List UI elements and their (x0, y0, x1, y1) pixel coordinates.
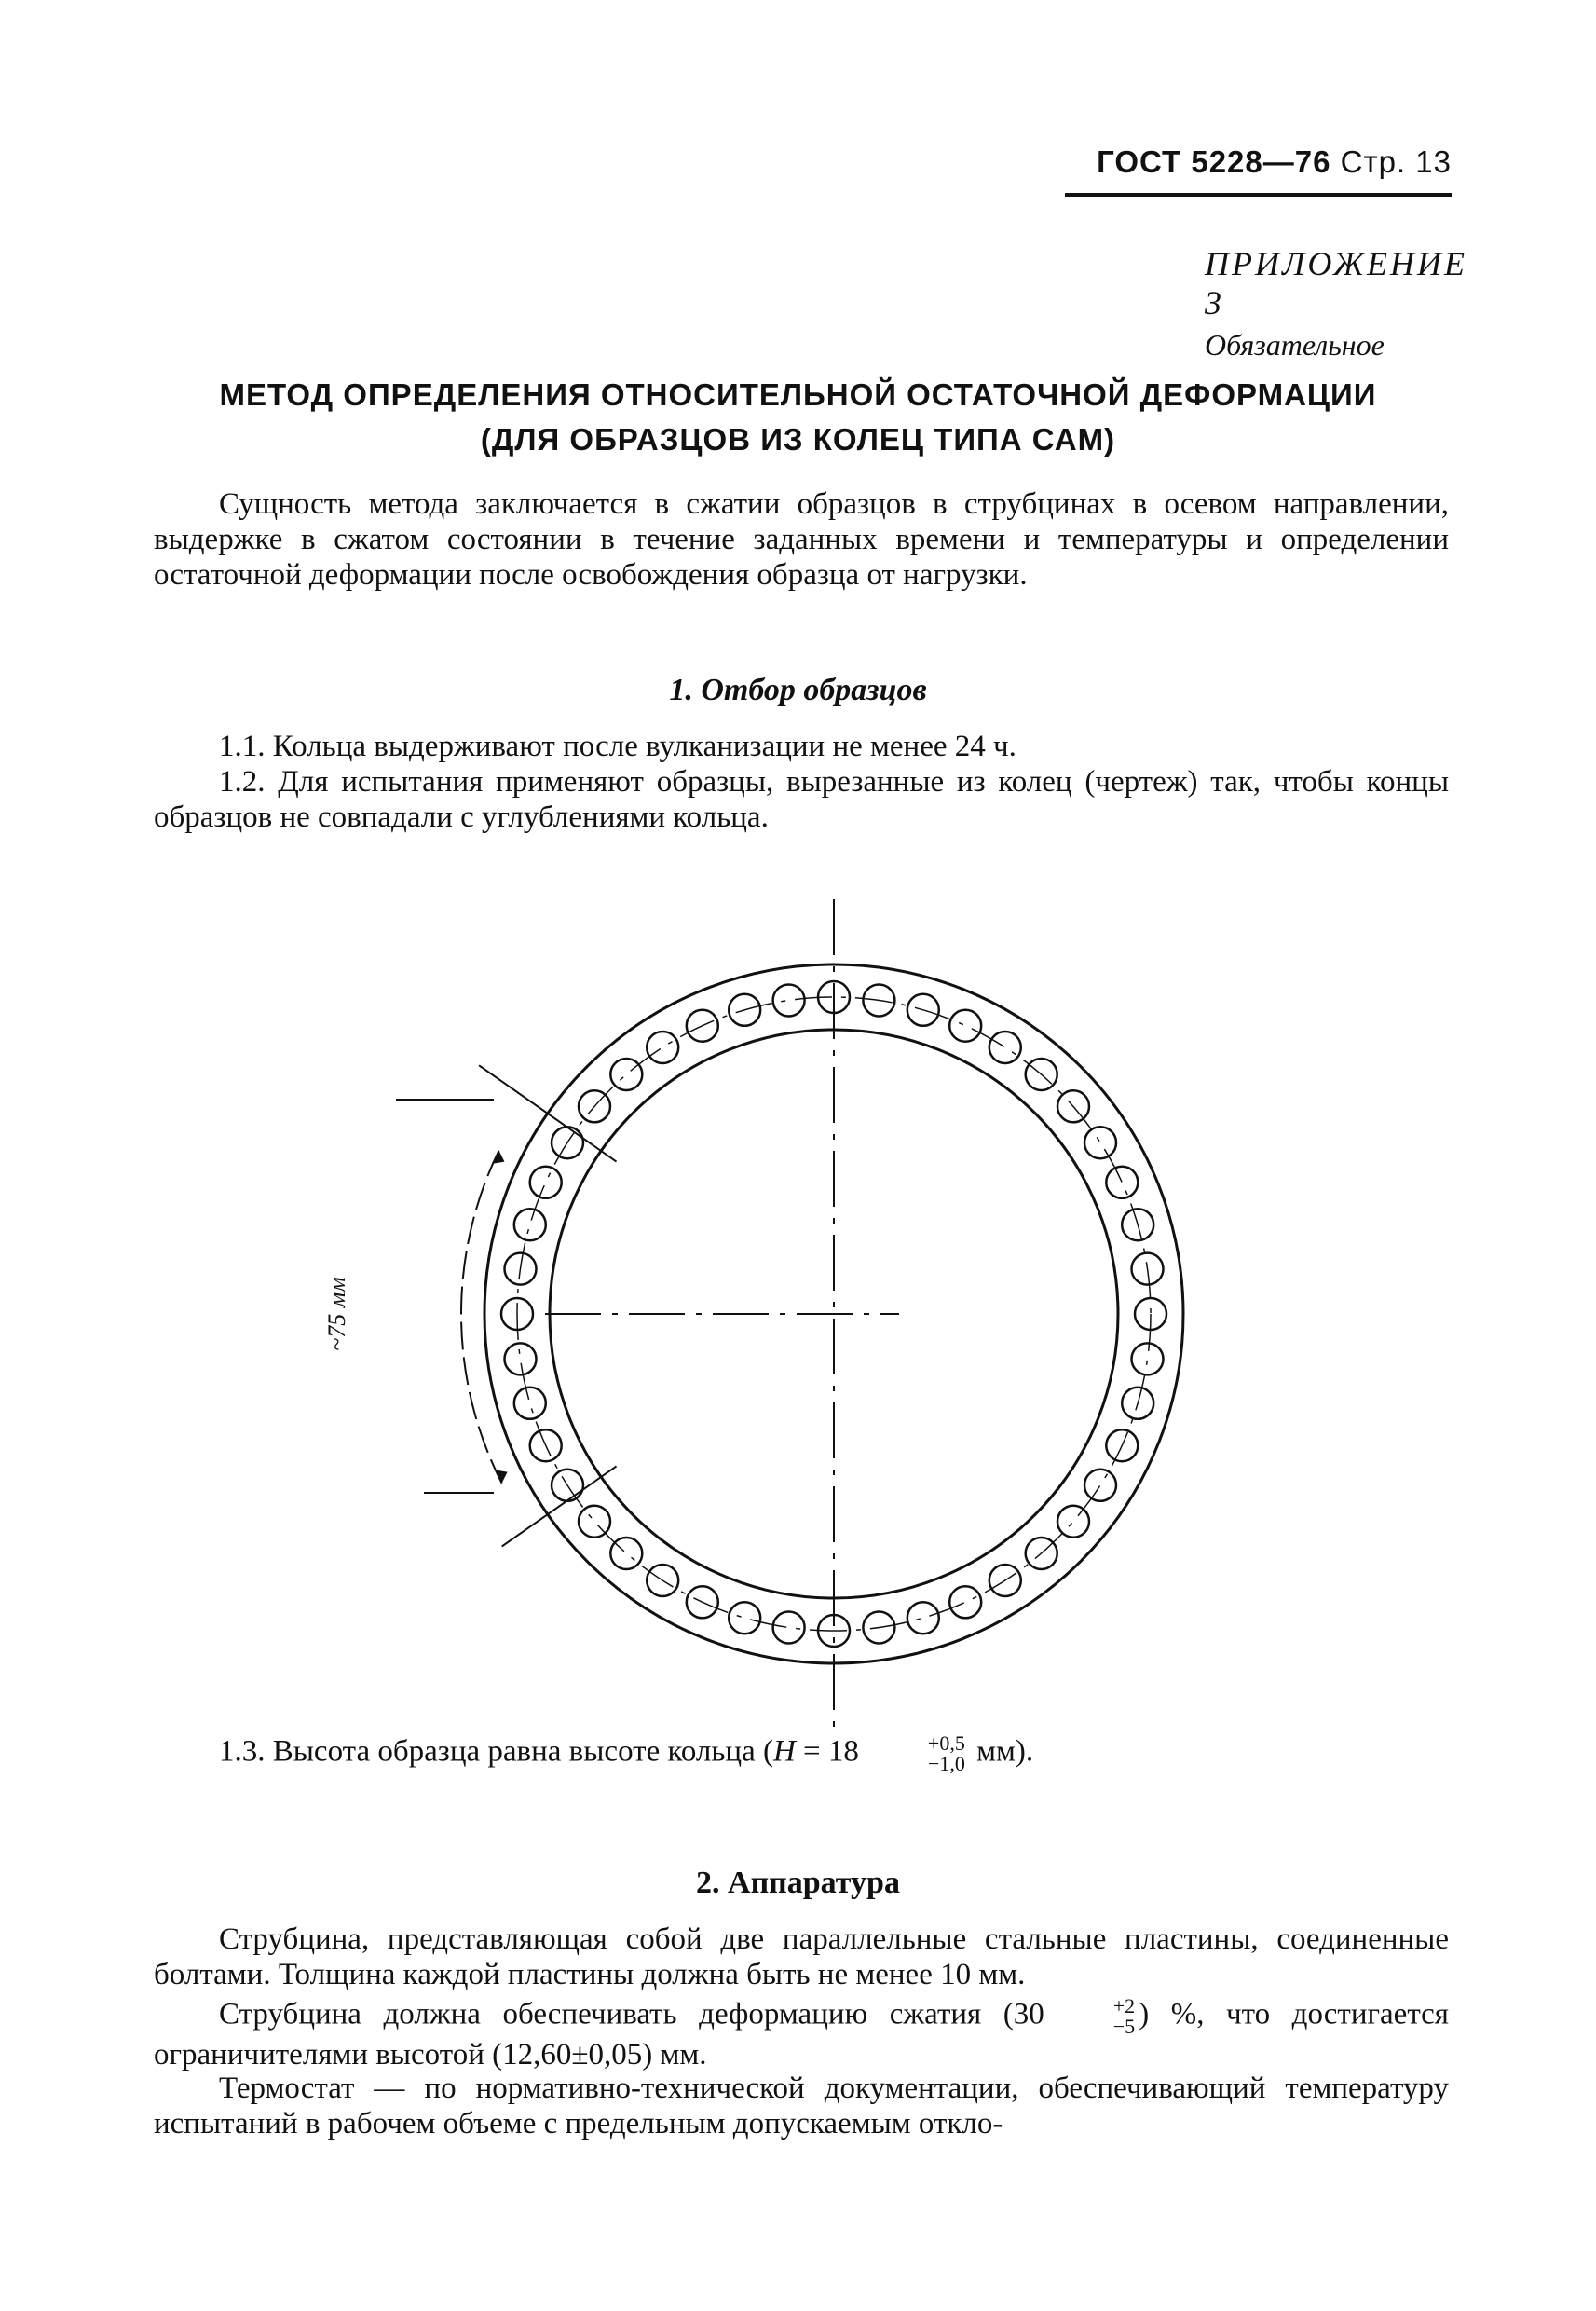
ring-hole (514, 1388, 546, 1419)
ring-hole (1084, 1470, 1116, 1501)
ring-hole (773, 985, 805, 1017)
p22-text-b: ) %, что достигается ограничителями высотой (12,60±0,05) мм. (154, 1997, 1449, 2072)
ring-diagram (323, 923, 1230, 1705)
method-heading (149, 373, 1447, 462)
ring-hole (907, 1602, 939, 1634)
ring-hole (610, 1059, 642, 1090)
p13-eq: = 18 (795, 1734, 859, 1769)
appendix-title: ПРИЛОЖЕНИЕ 3 (1205, 245, 1467, 321)
heading-line-2: (ДЛЯ ОБРАЗЦОВ ИЗ КОЛЕЦ ТИПА САМ) (480, 422, 1116, 457)
ring-hole (1057, 1506, 1089, 1538)
p13-tol-upper: +0,5 (927, 1731, 965, 1755)
ring-drawing (323, 923, 1230, 1710)
p13-var: H (772, 1734, 796, 1769)
ring-hole (505, 1343, 537, 1374)
section-1-title: 1. Отбор образцов (669, 673, 927, 707)
ring-hole (773, 1612, 805, 1644)
p13-text: 1.3. Высота образца равна высоте кольца ( (219, 1734, 773, 1769)
dimension-arc (461, 1151, 502, 1484)
paragraph-2-3: Термостат — по нормативно-технической документации, обеспечивающий температуру испытаний в рабочем объеме с предельным допускаемым откло- (154, 2072, 1449, 2140)
ring-hole (949, 1010, 981, 1042)
p22-tol-upper: +2 (1112, 1994, 1136, 2017)
paragraph-2-2 (154, 1996, 1449, 2072)
p13-tol-lower: −1,0 (927, 1752, 965, 1775)
paragraph-1-1: 1.1. Кольца выдерживают после вулканизации не менее 24 ч. (219, 730, 1016, 763)
appendix-subtitle: Обязательное (1205, 328, 1385, 362)
standard-number: ГОСТ 5228—76 (1097, 144, 1331, 179)
ring-hole (949, 1586, 981, 1618)
ring-hole (1084, 1127, 1116, 1158)
ring-hole (530, 1167, 562, 1198)
page-number: Стр. 13 (1340, 144, 1452, 179)
p13-unit: мм). (968, 1734, 1034, 1769)
appendix-label (1205, 244, 1467, 362)
dimension-label: ~75 мм (323, 1277, 350, 1351)
section-2-title: 2. Аппаратура (696, 1866, 900, 1900)
paragraph-2-1: Струбцина, представляющая собой две параллельные стальные пластины, соединенные болтами. Толщина каждой пластины должна быть не менее 10 мм. (154, 1922, 1449, 1991)
ring-hole (514, 1209, 546, 1240)
intro-paragraph: Сущность метода заключается в сжатии образцов в струбцинах в осевом направлении, выдержке в сжатом состоянии в течение заданных времени и температуры и определении остаточной деформации после освобождения образца от нагрузки. (154, 487, 1449, 592)
heading-line-1: МЕТОД ОПРЕДЕЛЕНИЯ ОТНОСИТЕЛЬНОЙ ОСТАТОЧНОЙ ДЕФОРМАЦИИ (219, 377, 1377, 412)
p22-tolerance (1048, 1996, 1135, 2037)
p22-tol-lower: −5 (1112, 2015, 1136, 2038)
p13-tolerance (863, 1733, 965, 1774)
paragraph-1-2: 1.2. Для испытания применяют образцы, вырезанные из колец (чертеж) так, чтобы концы образцов не совпадали с углублениями кольца. (154, 765, 1449, 834)
ring-hole (729, 1602, 760, 1634)
paragraph-1-3 (154, 1733, 1449, 1774)
ring-hole (1132, 1343, 1164, 1374)
ring-hole (647, 1032, 678, 1063)
p22-text-a: Струбцина должна обеспечивать деформацию сжатия (30 (219, 1997, 1044, 2031)
ring-hole (989, 1032, 1021, 1063)
page-header (1065, 144, 1452, 197)
